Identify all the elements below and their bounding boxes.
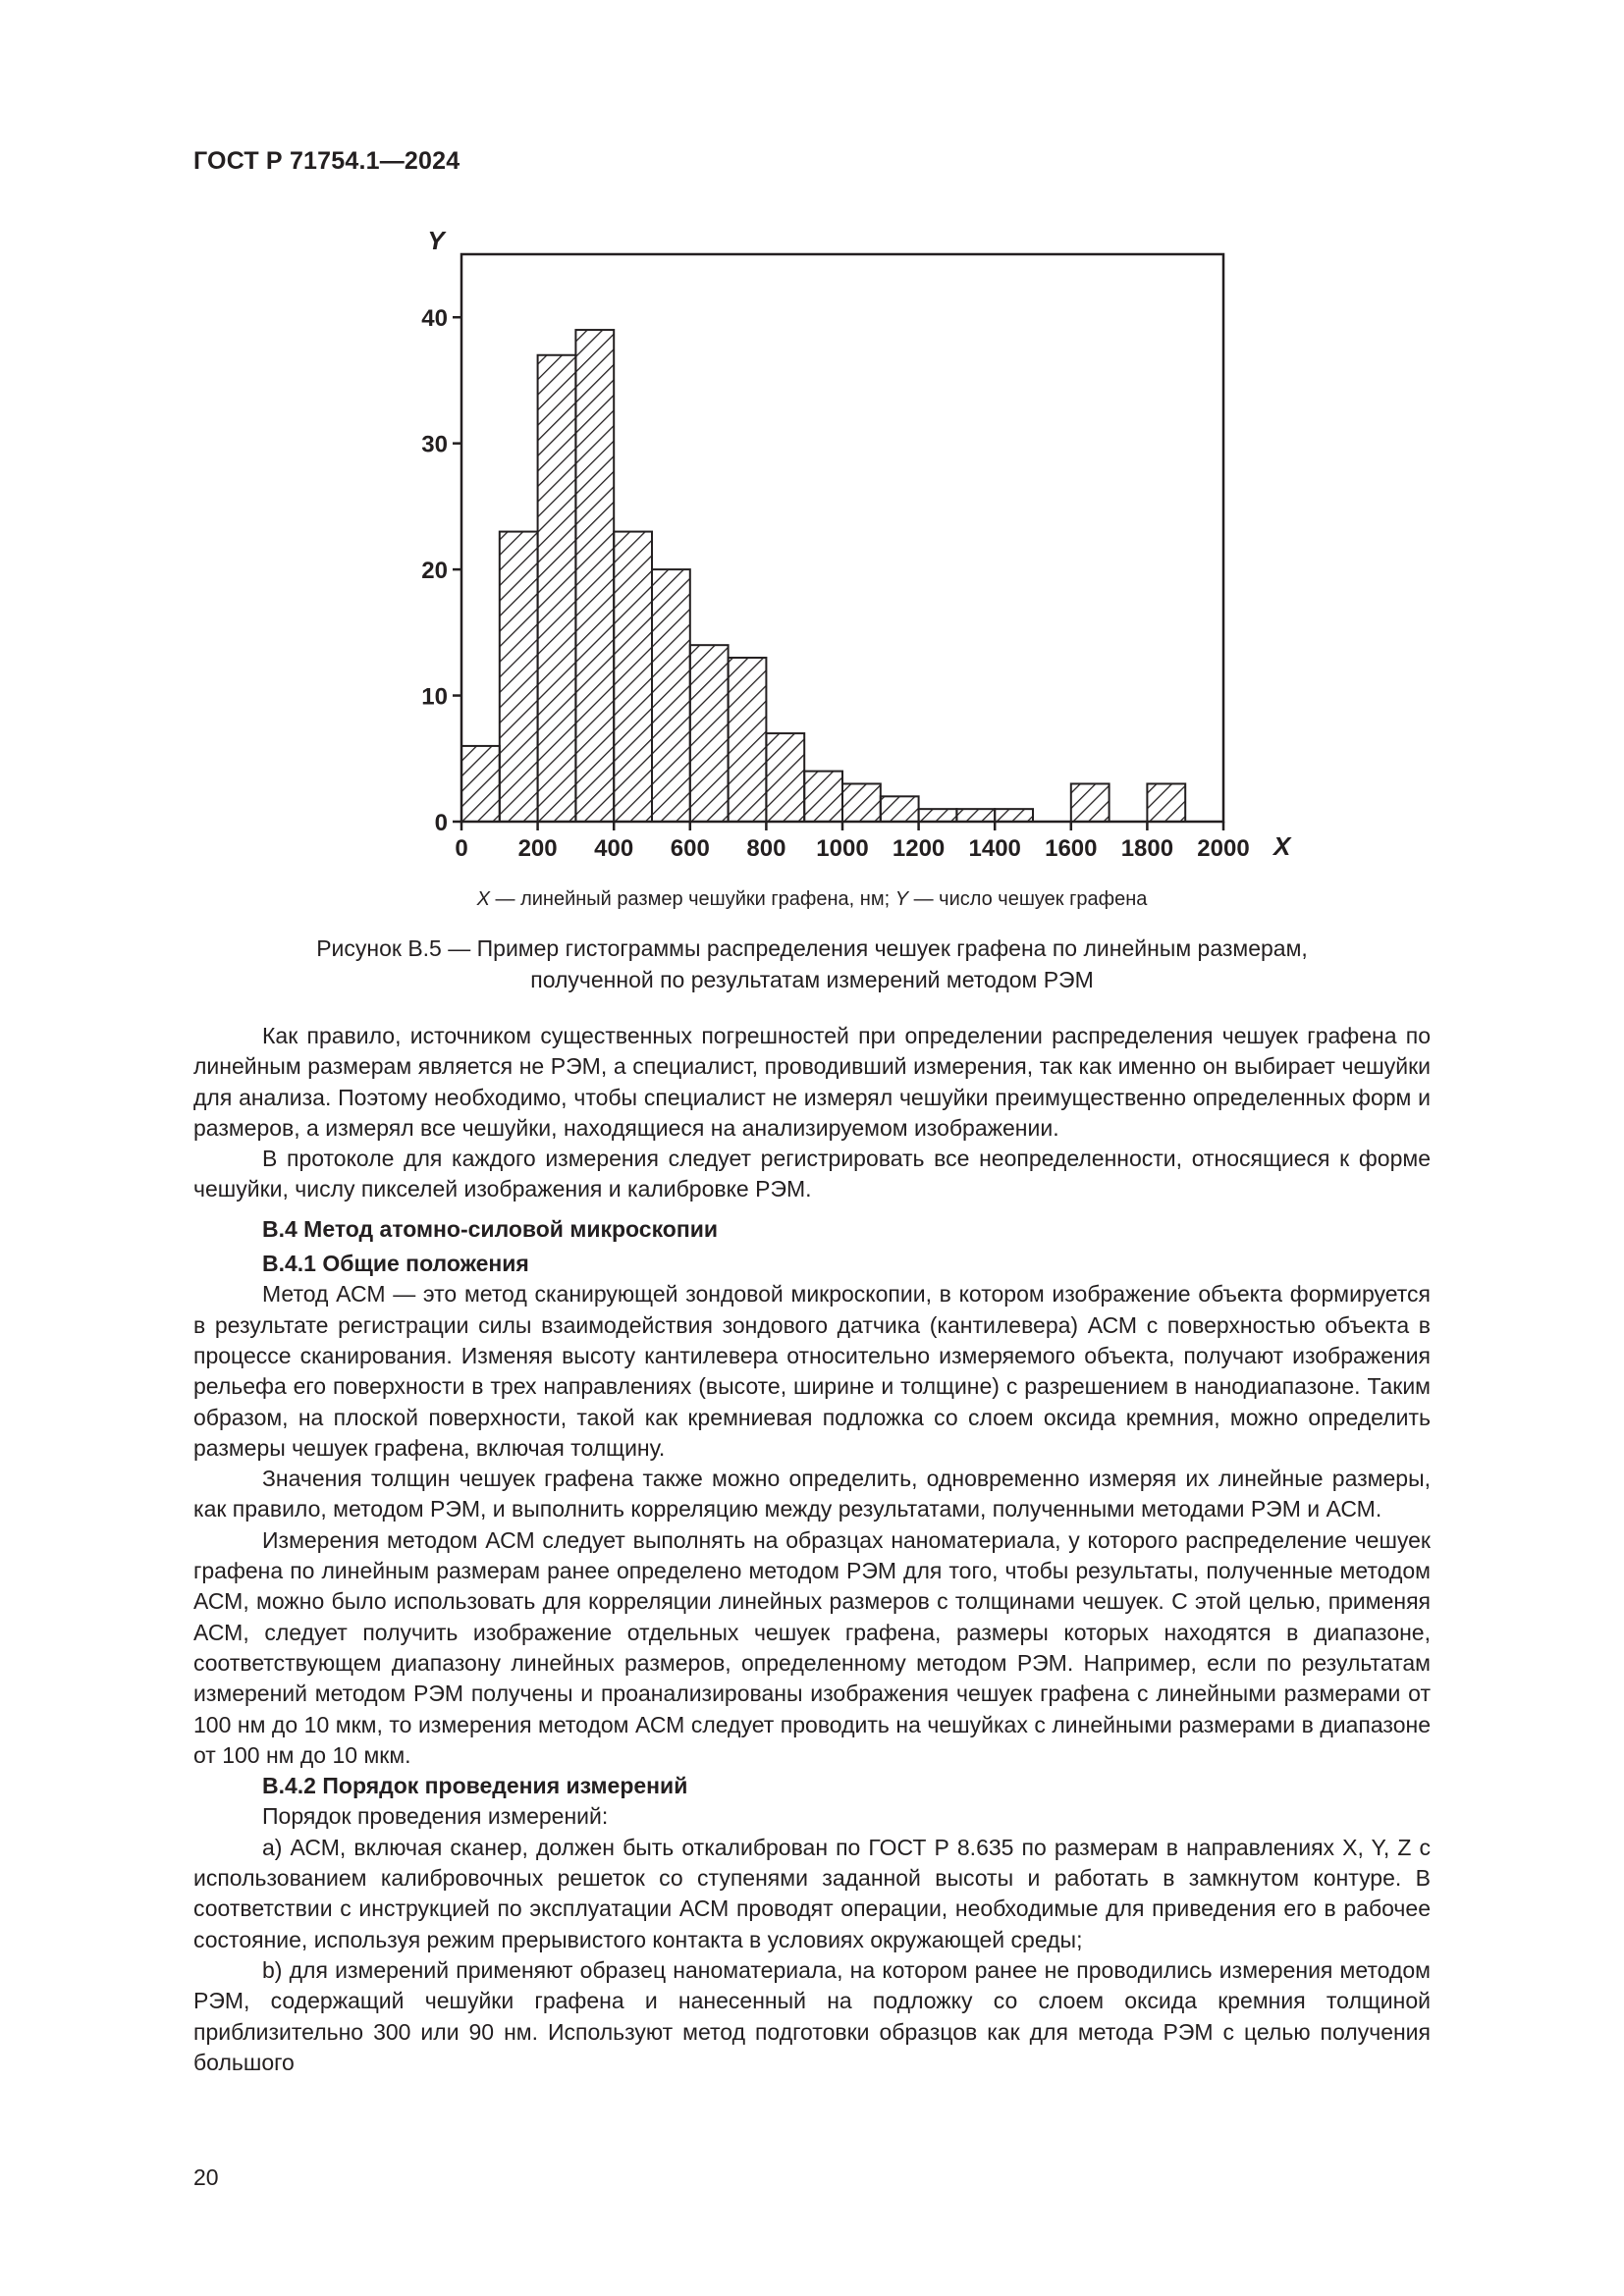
y-tick-label: 0: [434, 810, 448, 836]
figure-legend: [0, 888, 1624, 911]
x-tick-label: 600: [670, 835, 710, 862]
histogram-chart: [0, 0, 1624, 883]
x-axis-label: X: [1273, 831, 1291, 861]
histogram-bar: [842, 783, 881, 822]
x-axis-ticks: [455, 822, 1249, 862]
histogram-bar: [766, 733, 804, 822]
x-tick-label: 200: [517, 835, 558, 862]
histogram-bar: [956, 809, 995, 822]
figure-caption: [0, 933, 1624, 995]
y-axis-label: Y: [427, 226, 445, 255]
y-tick-label: 40: [421, 305, 448, 333]
x-tick-label: 1600: [1045, 835, 1098, 862]
legend-y-var: Y: [894, 888, 909, 910]
paragraph-3: Метод АСМ — это метод сканирующей зондовой микроскопии, в котором изображение объекта формируется в результате регистрации силы взаимодействия зондового датчика (кантилевера) АСМ с поверхностью объекта в процессе сканирования. Изменяя высоту кантилевера относительно измеряемого объекта, получают изображения рельефа его поверхности в трех направлениях (высоте, ширине и толщине) с разрешением в нанодиапазоне. Таким образом, на плоской поверхности, такой как кремниевая подложка со слоем оксида кремния, можно определить размеры чешуек графена, включая толщину.: [193, 1281, 1431, 1461]
legend-x-text: — линейный размер чешуйки графена, нм;: [489, 888, 895, 910]
x-tick-label: 800: [746, 835, 786, 862]
histogram-bar: [614, 532, 652, 822]
x-tick-label: 1400: [968, 835, 1021, 862]
histogram-bar: [538, 355, 576, 822]
legend-x-var: X: [476, 888, 490, 910]
y-tick-label: 30: [421, 431, 448, 458]
histogram-bar: [804, 772, 842, 822]
paragraph-1: Как правило, источником существенных погрешностей при определении распределения чешуек графена по линейным размерам является не РЭМ, а специалист, проводивший измерения, так как именно он выбирает чешуйки для анализа. Поэтому необходимо, чтобы специалист не измерял чешуйки преимущественно определенных форм и размеров, а измерял все чешуйки, находящиеся на анализируемом изображении.: [193, 1023, 1431, 1141]
x-tick-label: 400: [594, 835, 634, 862]
figure-caption-line-2: полученной по результатам измерений методом РЭМ: [530, 967, 1094, 992]
list-item-b: b) для измерений применяют образец наноматериала, на котором ранее не проводились измерения методом РЭМ, содержащий чешуйки графена и нанесенный на подложку со слоем оксида кремния толщиной приблизительно 300 или 90 нм. Используют метод подготовки образцов как для метода РЭМ с целью получения большого: [193, 1956, 1431, 2075]
x-tick-label: 1000: [816, 835, 869, 862]
paragraph-4: Значения толщин чешуек графена также можно определить, одновременно измеряя их линейные размеры, как правило, методом РЭМ, и выполнить корреляцию между результатами, полученными методами РЭМ и АСМ.: [193, 1466, 1431, 1522]
list-item-a: a) АСМ, включая сканер, должен быть откалиброван по ГОСТ Р 8.635 по размерам в направлениях X, Y, Z с использованием калибровочных решеток со ступенями заданной высоты и работать в замкнутом контуре. В соответствии с инструкцией по эксплуатации АСМ проводят операции, необходимые для приведения его в рабочее состояние, используя режим прерывистого контакта в условиях окружающей среды;: [193, 1834, 1431, 1952]
histogram-bar: [995, 809, 1033, 822]
document-code-header: ГОСТ Р 71754.1—2024: [193, 147, 460, 175]
x-tick-label: 1800: [1120, 835, 1174, 862]
histogram-bar: [919, 809, 957, 822]
legend-y-text: — число чешуек графена: [908, 888, 1148, 910]
histogram-bar: [652, 569, 690, 822]
body-text: [193, 1021, 1431, 2078]
x-tick-label: 0: [455, 835, 468, 862]
x-tick-label: 1200: [892, 835, 946, 862]
histogram-bar: [575, 330, 614, 822]
section-heading-b41: В.4.1 Общие положения: [262, 1251, 529, 1277]
y-axis-ticks: [421, 305, 461, 836]
histogram-bar: [729, 658, 767, 822]
paragraph-5: Измерения методом АСМ следует выполнять на образцах наноматериала, у которого распределение чешуек графена по линейным размерам ранее определено методом РЭМ для того, чтобы результаты, полученные методом АСМ, можно было использовать для корреляции линейных размеров с толщинами чешуек. С этой целью, применяя АСМ, следует получить изображение отдельных чешуек графена, размеры которых находятся в диапазоне, соответствующем диапазону линейных размеров, определенному методом РЭМ. Например, если по результатам измерений методом РЭМ получены и проанализированы изображения чешуек графена с линейными размерами от 100 нм до 10 мкм, то измерения методом АСМ следует проводить на чешуйках с линейными размерами в диапазоне от 100 нм до 10 мкм.: [193, 1526, 1431, 1768]
histogram-bar: [500, 532, 538, 822]
y-tick-label: 10: [421, 683, 448, 711]
page-number: 20: [193, 2164, 219, 2190]
histogram-bar: [461, 746, 500, 822]
histogram-bar: [881, 796, 919, 822]
section-heading-b42: В.4.2 Порядок проведения измерений: [262, 1773, 688, 1799]
y-tick-label: 20: [421, 558, 448, 585]
figure-caption-line-1: Рисунок В.5 — Пример гистограммы распределения чешуек графена по линейным размерам,: [316, 935, 1308, 961]
section-heading-b4: В.4 Метод атомно-силовой микроскопии: [262, 1215, 719, 1242]
histogram-bar: [690, 645, 729, 822]
paragraph-2: В протоколе для каждого измерения следует регистрировать все неопределенности, относящиеся к форме чешуйки, числу пикселей изображения и калибровке РЭМ.: [193, 1146, 1431, 1202]
paragraph-6: Порядок проведения измерений:: [262, 1803, 609, 1830]
histogram-bar: [1071, 783, 1110, 822]
histogram-bar: [1147, 783, 1185, 822]
histogram-bars: [461, 330, 1185, 822]
x-tick-label: 2000: [1197, 835, 1250, 862]
